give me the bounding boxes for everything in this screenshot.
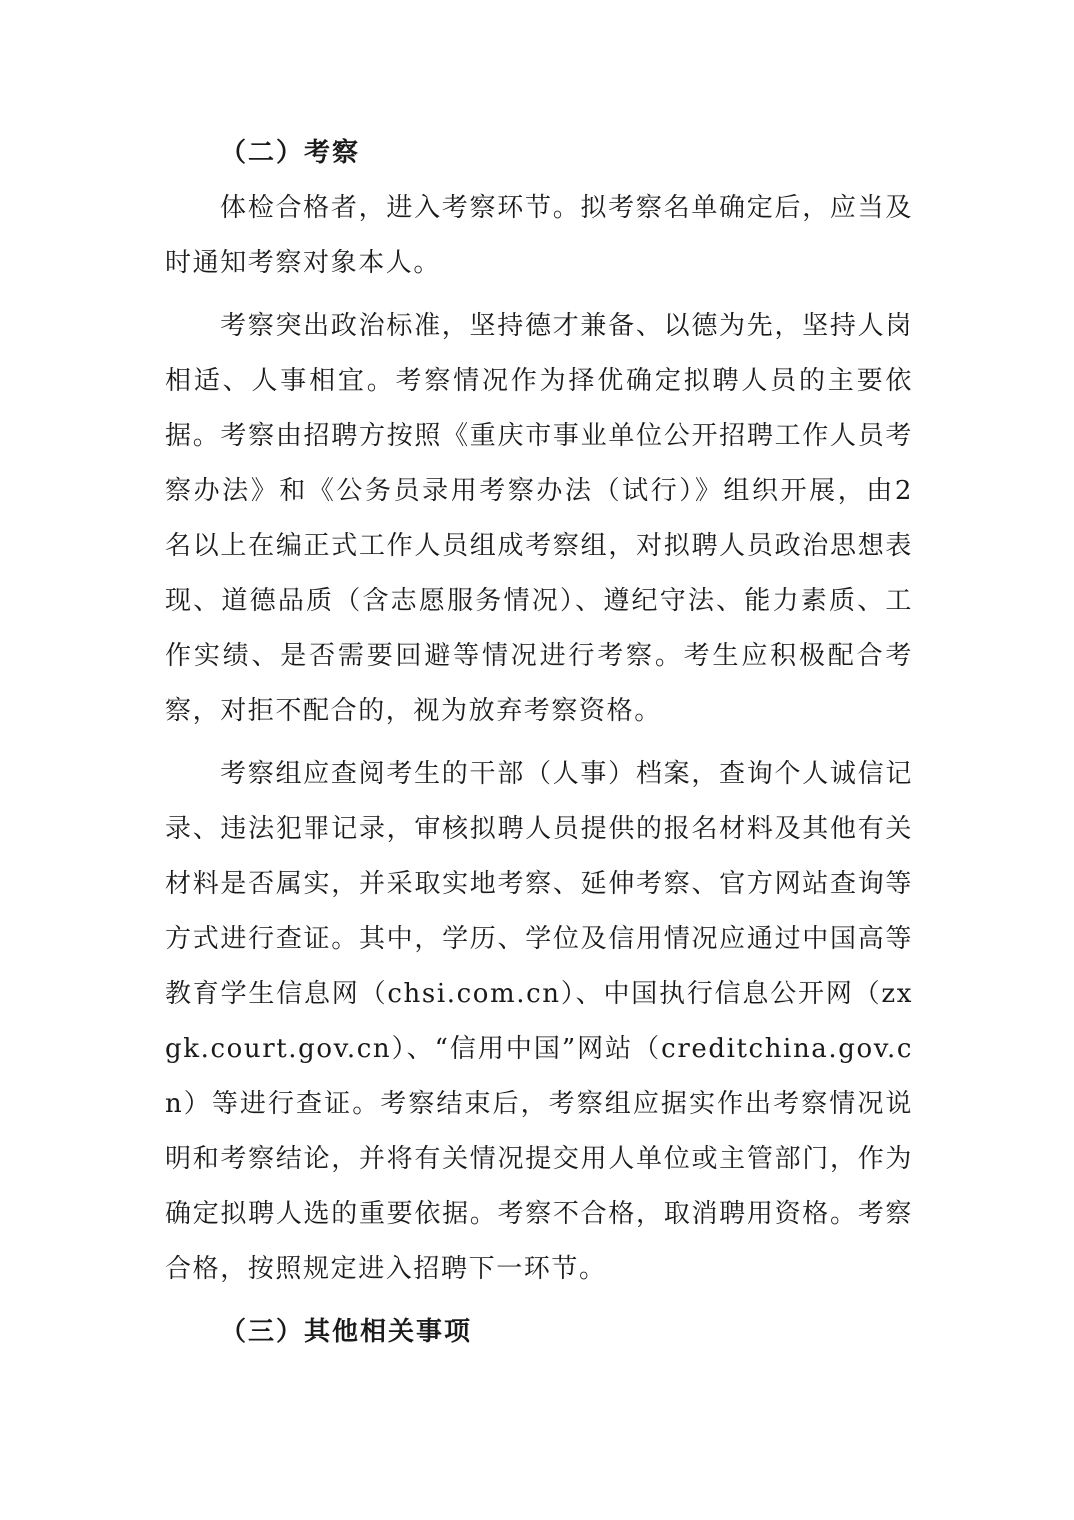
paragraph-1: 体检合格者，进入考察环节。拟考察名单确定后，应当及时通知考察对象本人。 (165, 193, 913, 278)
paragraph-2: 考察突出政治标准，坚持德才兼备、以德为先，坚持人岗相适、人事相宜。考察情况作为择优确定拟聘人员的主要依据。考察由招聘方按照《重庆市事业单位公开招聘工作人员考察办法》和《公务员录用考察办法（试行）》组织开展，由2名以上在编正式工作人员组成考察组，对拟聘人员政治思想表现、道德品质（含志愿服务情况）、遵纪守法、能力素质、工作实绩、是否需要回避等情况进行考察。考生应积极配合考察，对拒不配合的，视为放弃考察资格。 (165, 311, 913, 726)
section-heading-other-matters: （三）其他相关事项 (220, 1317, 473, 1347)
document-body (165, 126, 913, 1360)
paragraph-3: 考察组应查阅考生的干部（人事）档案，查询个人诚信记录、违法犯罪记录，审核拟聘人员提供的报名材料及其他有关材料是否属实，并采取实地考察、延伸考察、官方网站查询等方式进行查证。其中，学历、学位及信用情况应通过中国高等教育学生信息网（chsi.com.cn）、中国执行信息公开网（zxgk.court.gov.cn）、“信用中国”网站（creditchina.gov.cn）等进行查证。考察结束后，考察组应据实作出考察情况说明和考察结论，并将有关情况提交用人单位或主管部门，作为确定拟聘人选的重要依据。考察不合格，取消聘用资格。考察合格，按照规定进入招聘下一环节。 (165, 759, 913, 1284)
section-heading-inspection: （二）考察 (220, 138, 361, 168)
